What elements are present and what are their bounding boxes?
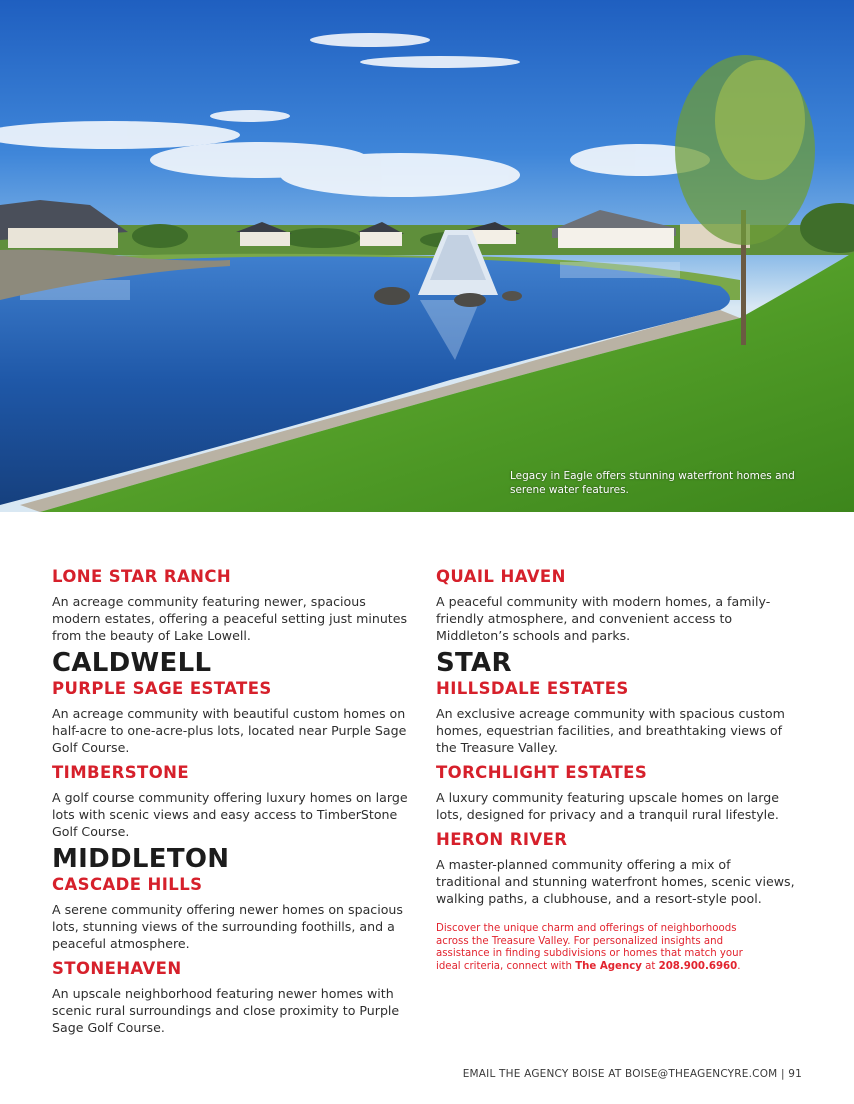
promo-text: Discover the unique charm and offerings of neighborhoods across the Treasure Valley. For personalized insights and assistance in finding subdivisions or homes that match your ideal criteria, connect with: [436, 923, 743, 972]
community-description: An exclusive acreage community with spacious custom homes, equestrian facilities, and breathtaking views of the Treasure Valley.: [436, 706, 785, 755]
community-title: TIMBERSTONE: [52, 763, 190, 782]
community-description: An upscale neighborhood featuring newer homes with scenic rural surroundings and close proximity to Purple Sage Golf Course.: [52, 986, 400, 1035]
promo-at: at: [641, 960, 659, 972]
community-title: QUAIL HAVEN: [436, 567, 566, 586]
contact-promo: [436, 923, 746, 973]
community-description: A golf course community offering luxury homes on large lots with scenic views and easy access to TimberStone Golf Course.: [52, 790, 408, 839]
community-title: LONE STAR RANCH: [52, 567, 232, 586]
community-title: TORCHLIGHT ESTATES: [436, 763, 648, 782]
promo-brand: The Agency: [575, 960, 642, 972]
city-heading-middleton: MIDDLETON: [52, 844, 230, 874]
city-heading-caldwell: CALDWELL: [52, 648, 212, 678]
community-description: A master-planned community offering a mix of traditional and stunning waterfront homes, scenic views, walking paths, a clubhouse, and a resort-style pool.: [436, 857, 795, 906]
right-column: [436, 566, 796, 973]
hero-illustration: [0, 0, 854, 512]
community-description: An acreage community with beautiful custom homes on half-acre to one-acre-plus lots, located near Purple Sage Golf Course.: [52, 706, 407, 755]
houses: [0, 200, 750, 248]
clouds: [0, 33, 710, 197]
photo-caption: Legacy in Eagle offers stunning waterfront homes and serene water features.: [510, 470, 795, 496]
page-footer: EMAIL THE AGENCY BOISE AT BOISE@THEAGENCYRE.COM | 91: [462, 1068, 802, 1080]
community-description: A luxury community featuring upscale homes on large lots, designed for privacy and a tranquil rural lifestyle.: [436, 790, 779, 822]
community-description: An acreage community featuring newer, spacious modern estates, offering a peaceful setting just minutes from the beauty of Lake Lowell.: [52, 594, 408, 643]
community-title: HILLSDALE ESTATES: [436, 679, 629, 698]
community-title: HERON RIVER: [436, 830, 568, 849]
left-column: [52, 566, 412, 1036]
promo-end: .: [737, 960, 741, 972]
community-description: A peaceful community with modern homes, a family-friendly atmosphere, and convenient access to Middleton’s schools and parks.: [436, 594, 771, 643]
community-title: STONEHAVEN: [52, 959, 182, 978]
community-title: CASCADE HILLS: [52, 875, 203, 894]
city-heading-star: STAR: [436, 648, 512, 678]
hero-photo: [0, 0, 854, 512]
community-title: PURPLE SAGE ESTATES: [52, 679, 272, 698]
community-description: A serene community offering newer homes on spacious lots, stunning views of the surrounding foothills, and a peaceful atmosphere.: [52, 902, 403, 951]
promo-phone: 208.900.6960: [658, 960, 738, 972]
